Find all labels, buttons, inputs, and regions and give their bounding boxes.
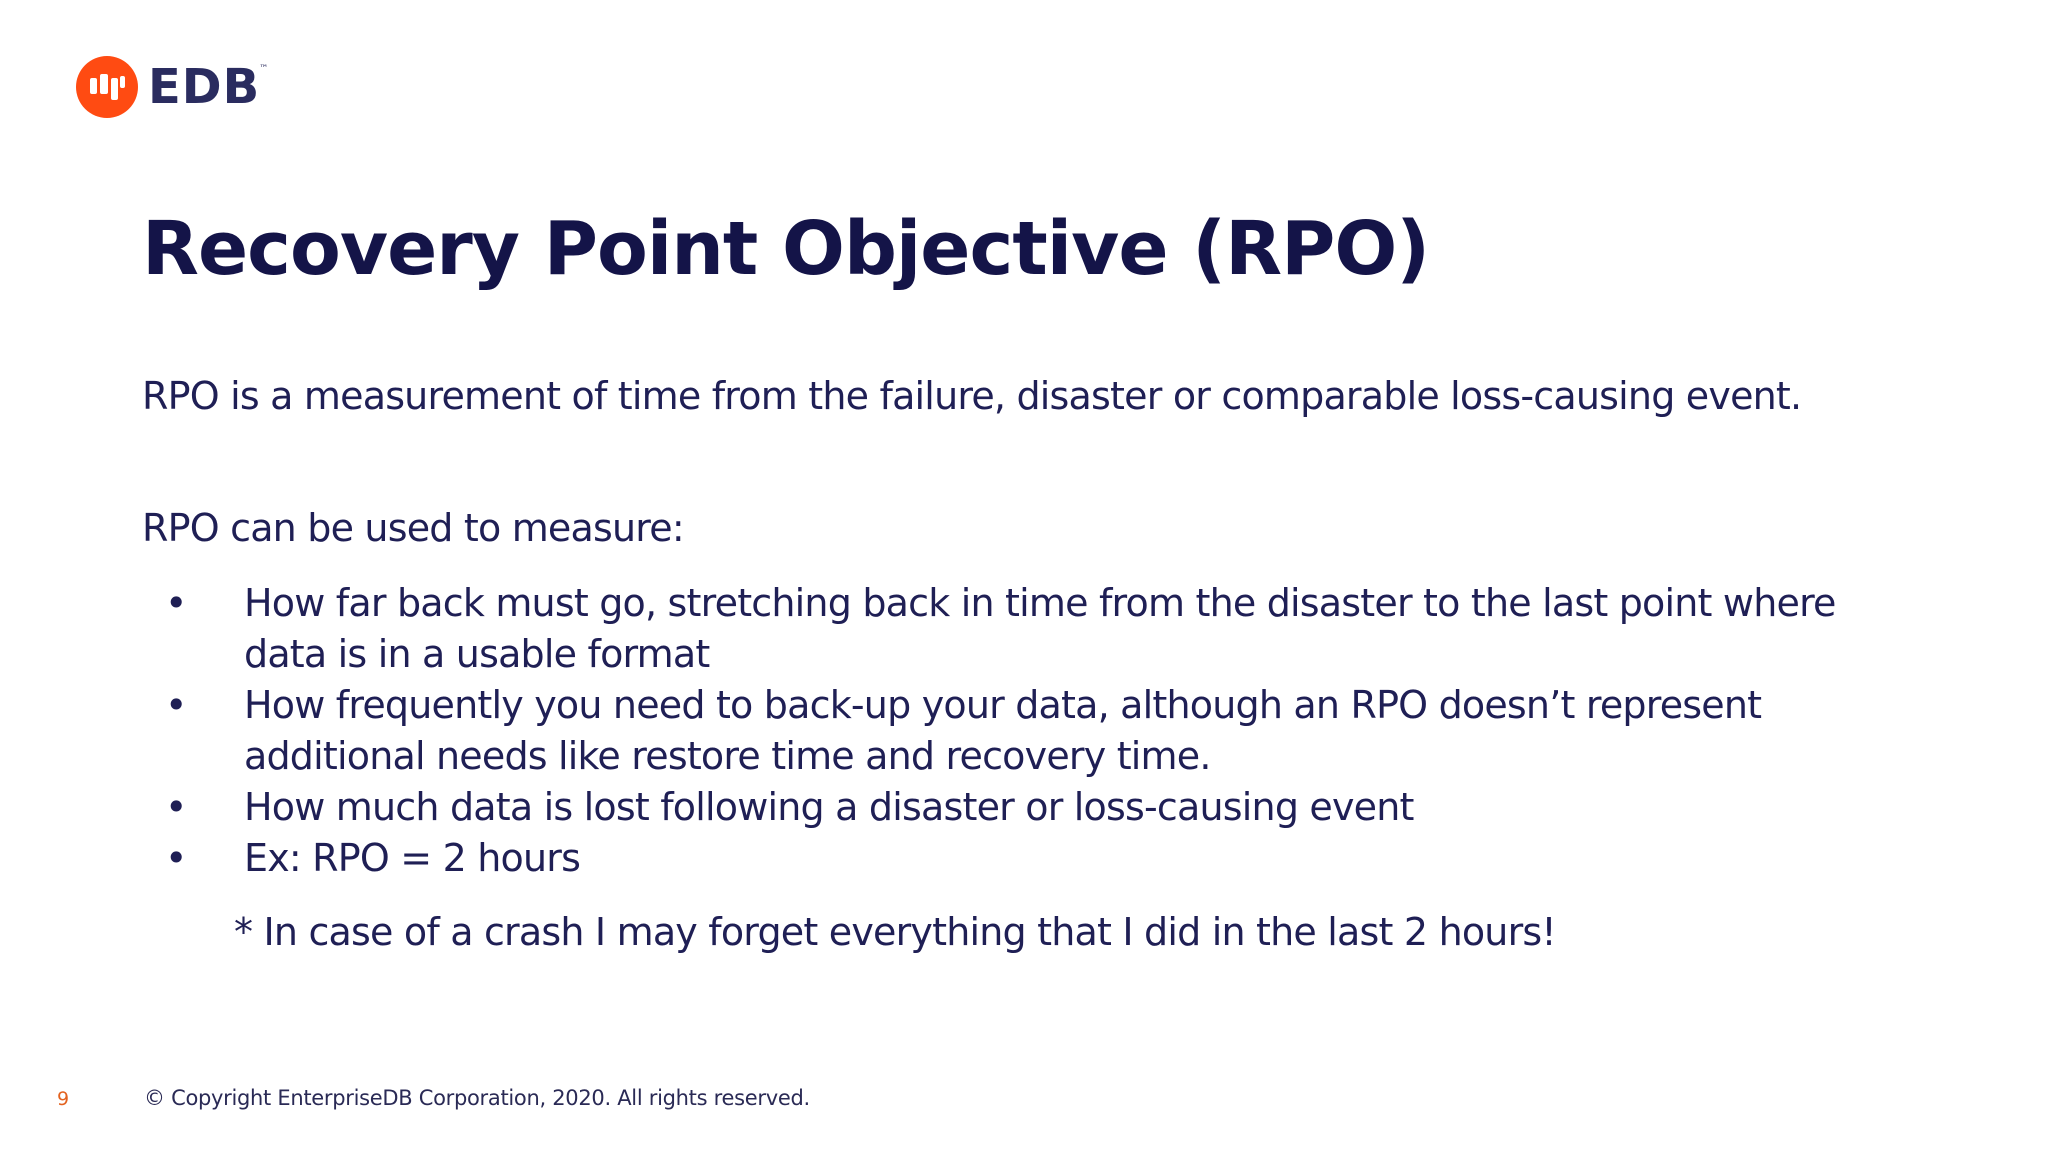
intro-text: RPO is a measurement of time from the failure, disaster or comparable loss-causing event. (142, 374, 1802, 418)
list-item (0, 680, 1924, 782)
list-item (0, 833, 1924, 884)
bullet-text: How far back must go, stretching back in time from the disaster to the last point where data is in a usable format (244, 581, 1836, 676)
edb-logo (76, 56, 270, 118)
bullet-text: Ex: RPO = 2 hours (244, 836, 581, 880)
copyright-text: © Copyright EnterpriseDB Corporation, 2020. All rights reserved. (144, 1086, 810, 1110)
bullet-text: How much data is lost following a disaster or loss-causing event (244, 785, 1414, 829)
bullet-icon: • (165, 683, 187, 727)
bullet-text: How frequently you need to back-up your data, although an RPO doesn’t represent additional needs like restore time and recovery time. (244, 683, 1762, 778)
footnote-text: * In case of a crash I may forget everything that I did in the last 2 hours! (234, 910, 1556, 954)
slide-title: Recovery Point Objective (RPO) (142, 206, 1430, 292)
bullet-icon: • (165, 581, 187, 625)
trademark-symbol: ™ (259, 64, 270, 74)
bullet-icon: • (165, 785, 187, 829)
bullet-icon: • (165, 836, 187, 880)
lead-text: RPO can be used to measure: (142, 506, 684, 550)
edb-elephant-logo-icon (76, 56, 138, 118)
list-item (0, 578, 1924, 680)
edb-logo-text: EDB ™ (148, 59, 270, 115)
page-number: 9 (57, 1088, 70, 1110)
list-item (0, 782, 1924, 833)
bullet-list (0, 578, 2048, 884)
